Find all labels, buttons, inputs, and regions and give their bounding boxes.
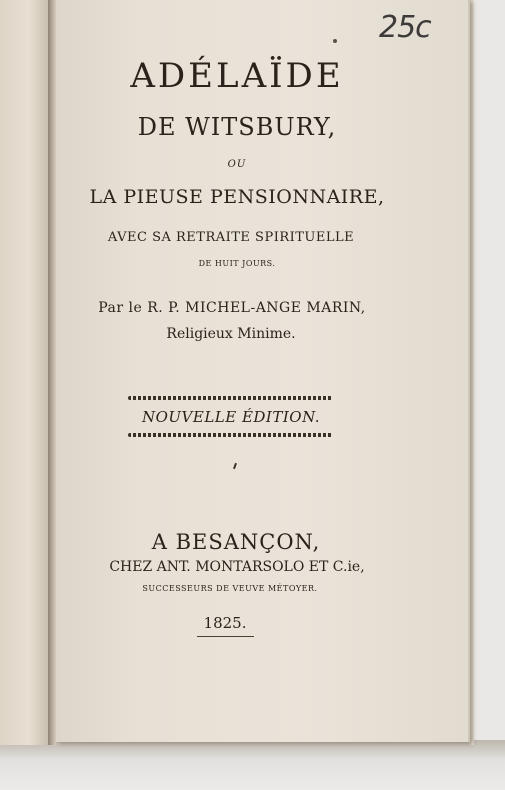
table-surface (0, 740, 505, 790)
author-line: Par le R. P. MICHEL-ANGE MARIN, (98, 300, 366, 316)
ornament-rule-top (128, 396, 333, 400)
title-page (56, 0, 470, 742)
title-main: ADÉLAÏDE (130, 56, 344, 96)
author-role: Religieux Minime. (166, 326, 296, 342)
price-mark: 25c (379, 10, 431, 45)
imprint-city: A BESANÇON, (151, 530, 321, 554)
imprint-year: 1825. (203, 614, 247, 632)
imprint-successors: SUCCESSEURS DE VEUVE MÉTOYER. (142, 584, 318, 593)
left-page-edge (0, 0, 49, 745)
edition-label: NOUVELLE ÉDITION. (141, 408, 321, 426)
book-gutter (48, 0, 56, 745)
ornament-rule-bottom (128, 433, 333, 437)
imprint-publisher: CHEZ ANT. MONTARSOLO ET C.ie, (109, 559, 365, 575)
subtitle: AVEC SA RETRAITE SPIRITUELLE (107, 230, 355, 245)
ink-dot (333, 39, 337, 43)
year-underline (197, 636, 254, 637)
title-alternate: LA PIEUSE PENSIONNAIRE, (89, 186, 385, 208)
title-connector: OU (227, 159, 247, 170)
subtitle-tail: DE HUIT JOURS. (198, 259, 276, 268)
title-sub: DE WITSBURY, (137, 113, 337, 141)
